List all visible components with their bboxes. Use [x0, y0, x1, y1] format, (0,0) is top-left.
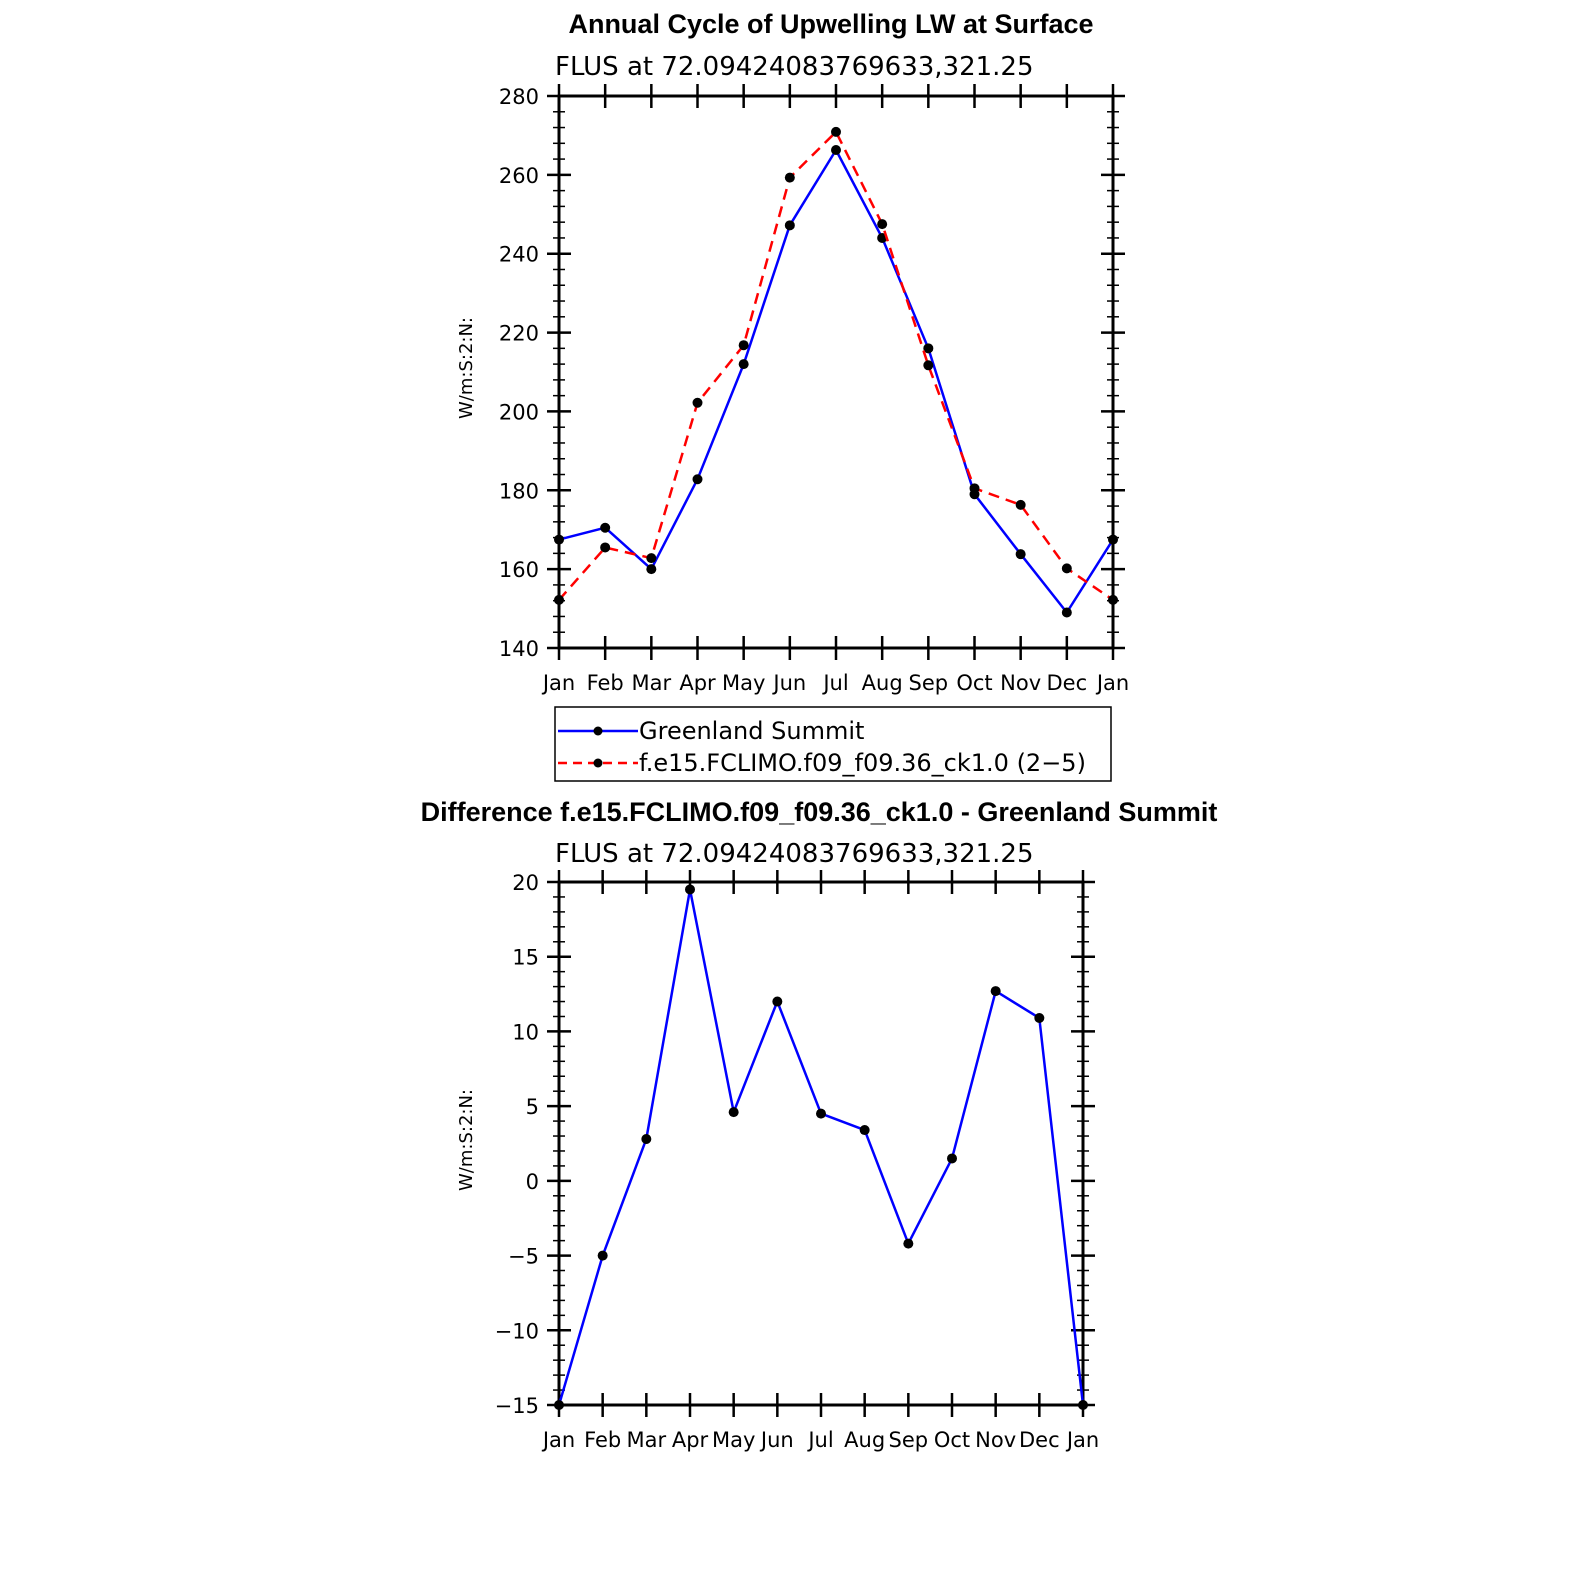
x-tick-label: Nov — [975, 1428, 1017, 1452]
y-tick-label: 5 — [525, 1095, 539, 1120]
x-tick-label: May — [711, 1428, 756, 1452]
series-0-point — [903, 1239, 913, 1249]
x-tick-label: Jul — [823, 671, 849, 695]
x-tick-label: Aug — [844, 1428, 886, 1452]
x-tick-label: Sep — [908, 671, 949, 695]
series-0-point — [598, 1251, 608, 1261]
x-tick-label: Mar — [626, 1428, 667, 1452]
x-tick-label: Sep — [888, 1428, 929, 1452]
series-line-0 — [559, 890, 1083, 1406]
y-tick-label: 220 — [498, 321, 539, 346]
y-tick-label: 10 — [512, 1020, 539, 1045]
y-tick-label: 200 — [498, 400, 539, 425]
y-tick-label: −5 — [508, 1244, 539, 1269]
series-0-point — [860, 1125, 870, 1135]
axes-layer — [495, 870, 1100, 1452]
x-tick-label: Mar — [631, 671, 672, 695]
x-tick-label: Feb — [586, 671, 624, 695]
chart-title: Difference f.e15.FCLIMO.f09_f09.36_ck1.0 - Greenland Summit — [420, 797, 1218, 827]
x-tick-label: Jan — [1066, 1428, 1100, 1452]
series-layer — [554, 884, 1088, 1410]
series-0-point — [947, 1153, 957, 1163]
y-tick-label: 160 — [498, 558, 539, 583]
series-0-point — [554, 1400, 564, 1410]
x-tick-label: Jun — [760, 1428, 794, 1452]
series-0-point — [816, 1109, 826, 1119]
y-tick-label: 180 — [498, 479, 539, 504]
series-1-point — [785, 173, 795, 183]
series-0-point — [1034, 1013, 1044, 1023]
series-0-point — [1108, 535, 1118, 545]
x-tick-label: Jan — [542, 1428, 576, 1452]
y-tick-label: −10 — [494, 1319, 539, 1344]
y-tick-label: 20 — [512, 871, 539, 895]
series-1-point — [600, 542, 610, 552]
series-layer — [554, 127, 1118, 618]
x-tick-label: Apr — [671, 1428, 709, 1452]
series-1-point — [923, 360, 933, 370]
series-0-point — [641, 1134, 651, 1144]
annual-cycle-chart — [456, 9, 1129, 781]
series-0-point — [693, 474, 703, 484]
x-tick-label: Aug — [861, 671, 903, 695]
series-1-point — [877, 219, 887, 229]
x-tick-label: Oct — [933, 1428, 971, 1452]
y-tick-label: 15 — [512, 945, 539, 970]
y-tick-label: 0 — [525, 1169, 539, 1194]
axes-layer — [499, 84, 1129, 695]
x-tick-label: Jan — [1096, 671, 1130, 695]
x-tick-label: Nov — [1000, 671, 1042, 695]
x-tick-label: Feb — [584, 1428, 622, 1452]
chart-subtitle: FLUS at 72.09424083769633,321.25 — [555, 52, 1034, 82]
chart-subtitle: FLUS at 72.09424083769633,321.25 — [555, 839, 1034, 869]
legend-label-greenland-summit: Greenland Summit — [639, 717, 865, 745]
series-1-point — [554, 595, 564, 605]
x-tick-label: Jul — [808, 1428, 834, 1452]
series-1-point — [1062, 563, 1072, 573]
series-0-point — [554, 535, 564, 545]
difference-chart — [421, 797, 1218, 1452]
y-tick-label: −15 — [494, 1394, 539, 1418]
series-0-point — [1078, 1400, 1088, 1410]
series-0-point — [991, 986, 1001, 996]
series-1-point — [646, 553, 656, 563]
series-1-point — [1108, 595, 1118, 605]
series-1-point — [739, 340, 749, 350]
x-tick-label: Oct — [956, 671, 993, 695]
y-tick-label: 260 — [498, 163, 539, 188]
series-1-point — [693, 398, 703, 408]
series-0-point — [772, 997, 782, 1007]
y-axis-label: W/m:S:2:N: — [456, 317, 477, 419]
x-tick-label: Dec — [1019, 1428, 1060, 1452]
legend — [555, 707, 1111, 781]
legend-marker-model — [594, 759, 603, 768]
y-tick-label: 280 — [498, 85, 539, 109]
series-0-point — [646, 564, 656, 574]
y-axis-label: W/m:S:2:N: — [456, 1089, 477, 1191]
y-tick-label: 240 — [498, 242, 539, 267]
x-tick-label: Jan — [542, 671, 576, 695]
x-tick-label: May — [721, 671, 766, 695]
chart-title: Annual Cycle of Upwelling LW at Surface — [568, 9, 1094, 39]
series-0-point — [1062, 608, 1072, 618]
series-1-point — [831, 127, 841, 137]
x-tick-label: Dec — [1046, 671, 1088, 695]
series-0-point — [600, 523, 610, 533]
y-tick-label: 140 — [498, 637, 539, 661]
legend-label-model: f.e15.FCLIMO.f09_f09.36_ck1.0 (2−5) — [639, 749, 1086, 777]
series-0-point — [1016, 549, 1026, 559]
series-0-point — [685, 884, 695, 894]
series-line-0 — [559, 150, 1113, 613]
series-0-point — [729, 1107, 739, 1117]
x-tick-label: Apr — [679, 671, 716, 695]
x-tick-label: Jun — [773, 671, 807, 695]
legend-marker-greenland-summit — [594, 727, 603, 736]
series-0-point — [739, 359, 749, 369]
series-1-point — [970, 483, 980, 493]
series-0-point — [831, 145, 841, 155]
series-line-1 — [559, 132, 1113, 600]
series-1-point — [1016, 500, 1026, 510]
series-0-point — [785, 220, 795, 230]
plot-frame — [559, 882, 1083, 1405]
